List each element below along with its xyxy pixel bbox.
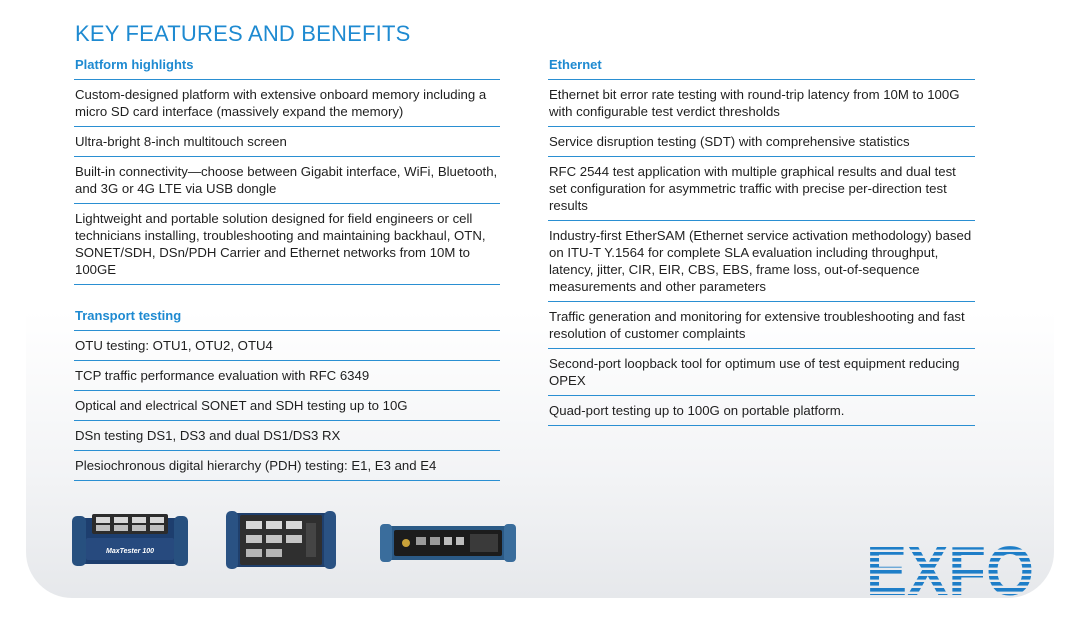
exfo-logo: [866, 532, 1034, 610]
product-image-front: [72, 512, 188, 568]
product-image-top: [226, 509, 336, 571]
section-heading-ethernet: Ethernet: [548, 56, 975, 80]
feature-item: Second-port loopback tool for optimum use of test equipment reducing OPEX: [548, 349, 975, 396]
product-device-label: MaxTester 100: [106, 548, 154, 555]
feature-item: Plesiochronous digital hierarchy (PDH) testing: E1, E3 and E4: [74, 451, 500, 481]
product-image-side: [380, 522, 516, 564]
feature-item: Industry-first EtherSAM (Ethernet service activation methodology) based on ITU-T Y.1564 for complete SLA evaluation including throughput, latency, jitter, CIR, EIR, CBS, EBS, frame loss, out-of-sequence measurements and other parameters: [548, 221, 975, 302]
feature-item: Service disruption testing (SDT) with comprehensive statistics: [548, 127, 975, 157]
feature-item: Lightweight and portable solution designed for field engineers or cell technicians installing, troubleshooting and maintaining backhaul, OTN, SONET/SDH, DSn/PDH Carrier and Ethernet networks from 10M to 100GE: [74, 204, 500, 285]
feature-item: RFC 2544 test application with multiple graphical results and dual test set configuration for asymmetric traffic with precise per-direction test results: [548, 157, 975, 221]
feature-item: OTU testing: OTU1, OTU2, OTU4: [74, 331, 500, 361]
page-title: KEY FEATURES AND BENEFITS: [75, 21, 411, 46]
right-column: [548, 56, 975, 426]
exfo-logo-text: EXFO: [866, 532, 1034, 610]
feature-item: DSn testing DS1, DS3 and dual DS1/DS3 RX: [74, 421, 500, 451]
feature-item: Traffic generation and monitoring for extensive troubleshooting and fast resolution of customer complaints: [548, 302, 975, 349]
feature-item: Ultra-bright 8-inch multitouch screen: [74, 127, 500, 157]
feature-item: Built-in connectivity—choose between Gigabit interface, WiFi, Bluetooth, and 3G or 4G LTE via USB dongle: [74, 157, 500, 204]
feature-item: Custom-designed platform with extensive onboard memory including a micro SD card interface (massively expand the memory): [74, 80, 500, 127]
section-heading-platform: Platform highlights: [74, 56, 500, 80]
feature-item: TCP traffic performance evaluation with RFC 6349: [74, 361, 500, 391]
feature-item: Ethernet bit error rate testing with round-trip latency from 10M to 100G with configurable test verdict thresholds: [548, 80, 975, 127]
feature-item: Quad-port testing up to 100G on portable platform.: [548, 396, 975, 426]
feature-item: Optical and electrical SONET and SDH testing up to 10G: [74, 391, 500, 421]
left-column: [74, 56, 500, 481]
section-heading-transport: Transport testing: [74, 307, 500, 331]
